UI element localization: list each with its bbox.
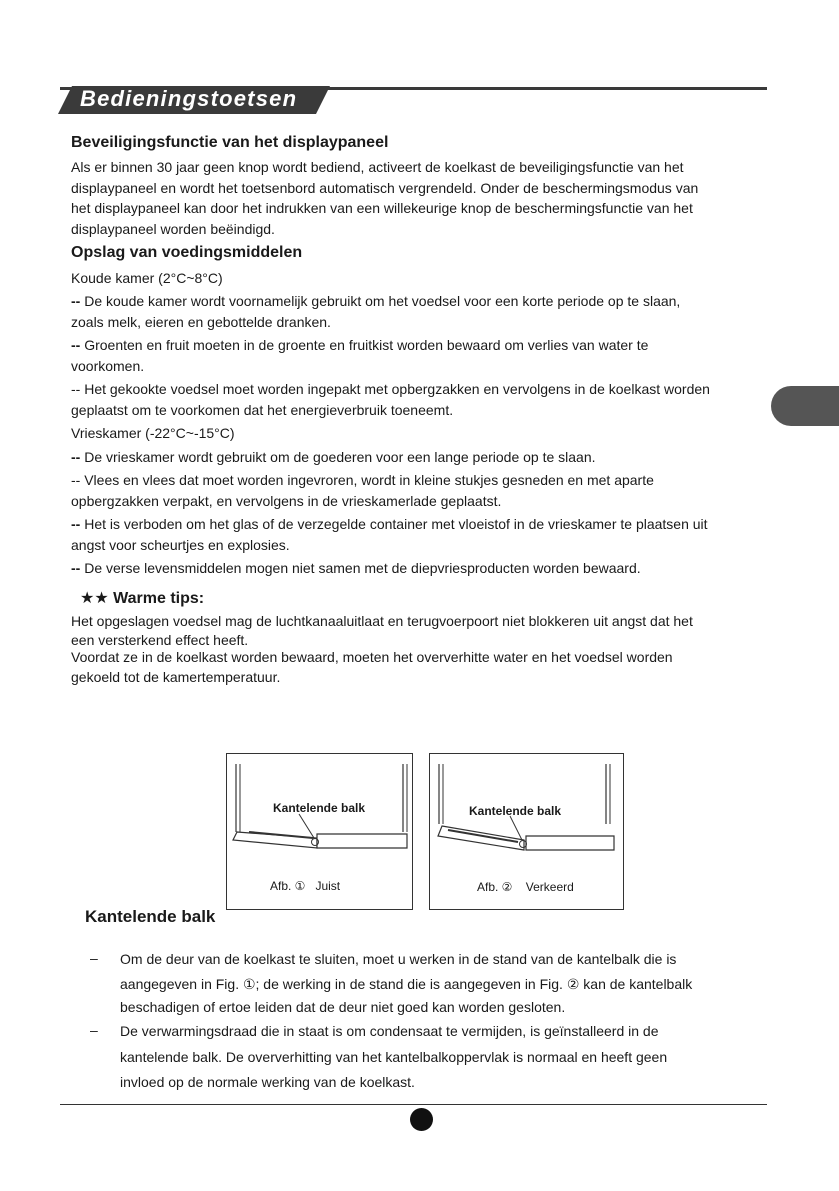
page-title: Bedieningstoetsen (80, 86, 298, 111)
cold-item (71, 380, 710, 398)
tips-line: Het opgeslagen voedsel mag de luchtkanaaluitlaat en terugvoerpoort niet blokkeren uit angst dat het (71, 613, 693, 629)
section-heading-food-storage: Opslag van voedingsmiddelen (71, 244, 303, 261)
dash-marker: -- (71, 337, 81, 353)
item-text: De koude kamer wordt voornamelijk gebruikt om het voedsel voor een korte periode op te slaan, (84, 293, 681, 309)
freezer-item (71, 559, 641, 577)
tilt-item-line: aangegeven in Fig. ①; de werking in de stand die is aangegeven in Fig. ② kan de kantelbalk (120, 976, 693, 992)
figure-wrong (429, 753, 624, 910)
freezer-item-cont: opbergzakken verpakt, en vervolgens in de vrieskamerlade geplaatst. (71, 493, 502, 509)
cold-item-cont: geplaatst om te voorkomen dat het energieverbruik toeneemt. (71, 402, 454, 418)
footer-rule (60, 1104, 767, 1105)
paragraph-line: displaypaneel worden beëindigd. (71, 221, 275, 237)
cold-item-cont: zoals melk, eieren en gebottelde dranken. (71, 314, 331, 330)
tilt-item-line: invloed op de normale werking van de koelkast. (120, 1074, 415, 1090)
item-text: Het is verboden om het glas of de verzegelde container met vloeistof in de vrieskamer te plaatsen uit (84, 516, 708, 532)
section-heading-tilt-bar: Kantelende balk (85, 907, 216, 926)
dash-marker: -- (71, 381, 81, 397)
tilt-item-line: kantelende balk. De oververhitting van het kantelbalkoppervlak is normaal en heeft geen (120, 1049, 668, 1065)
page-number-dot (410, 1108, 433, 1131)
cold-item-cont: voorkomen. (71, 358, 145, 374)
section-heading-display-protection: Beveiligingsfunctie van het displaypaneel (71, 134, 389, 151)
freezer-item (71, 448, 596, 466)
tips-line: gekoeld tot de kamertemperatuur. (71, 669, 281, 685)
dash-marker: -- (71, 449, 81, 465)
item-text: Groenten en fruit moeten in de groente en fruitkist worden bewaard om verlies van water te (84, 337, 649, 353)
figure-number: Afb. ② (477, 880, 513, 894)
item-text: De vrieskamer wordt gebruikt om de goederen voor een lange periode op te slaan. (84, 449, 596, 465)
freezer-item (71, 471, 654, 489)
tips-line: een versterkend effect heeft. (71, 632, 249, 648)
tilt-item-line: Om de deur van de koelkast te sluiten, moet u werken in de stand van de kantelbalk die is (120, 951, 677, 967)
figure-correct (226, 753, 413, 910)
dash-marker: -- (71, 560, 81, 576)
item-text: De verse levensmiddelen mogen niet samen met de diepvriesproducten worden bewaard. (84, 560, 641, 576)
freezer-item (71, 515, 708, 533)
tips-heading: ★★ Warme tips: (80, 590, 205, 607)
dash-marker: -- (71, 472, 81, 488)
dash-marker: – (90, 950, 98, 966)
tips-line: Voordat ze in de koelkast worden bewaard, moeten het oververhitte water en het voedsel worden (71, 649, 673, 665)
figure-caption (477, 880, 574, 894)
paragraph-line: Als er binnen 30 jaar geen knop wordt bediend, activeert de koelkast de beveiligingsfunctie van het (71, 159, 684, 175)
tilt-item-line: beschadigen of ertoe leiden dat de deur niet goed kan worden gesloten. (120, 999, 566, 1015)
freezer-label: Vrieskamer (-22°C~-15°C) (71, 425, 235, 441)
cold-item (71, 292, 680, 310)
item-text: Vlees en vlees dat moet worden ingevroren, wordt in kleine stukjes gesneden en met aparte (84, 472, 654, 488)
cold-room-label: Koude kamer (2°C~8°C) (71, 270, 223, 286)
item-text: Het gekookte voedsel moet worden ingepakt met opbergzakken en vervolgens in de koelkast worden (84, 381, 710, 397)
figure-number: Afb. ① (270, 879, 306, 893)
tilt-item-line: De verwarmingsdraad die in staat is om condensaat te vermijden, is geïnstalleerd in de (120, 1023, 659, 1039)
figure-status: Verkeerd (525, 880, 574, 894)
dash-marker: – (90, 1022, 98, 1038)
figure-label: Kantelende balk (273, 801, 366, 815)
figure-label: Kantelende balk (469, 804, 562, 818)
dash-marker: -- (71, 516, 81, 532)
figure-caption (270, 879, 340, 893)
freezer-item-cont: angst voor scheurtjes en explosies. (71, 537, 290, 553)
cold-item (71, 336, 648, 354)
figure-status: Juist (315, 879, 341, 893)
paragraph-line: displaypaneel en wordt het toetsenbord automatisch vergrendeld. Onder de beschermingsmodus van (71, 180, 699, 196)
paragraph-line: het displaypaneel kan door het indrukken van een willekeurige knop de beschermingsfunctie van het (71, 200, 693, 216)
side-tab (771, 386, 839, 426)
dash-marker: -- (71, 293, 81, 309)
